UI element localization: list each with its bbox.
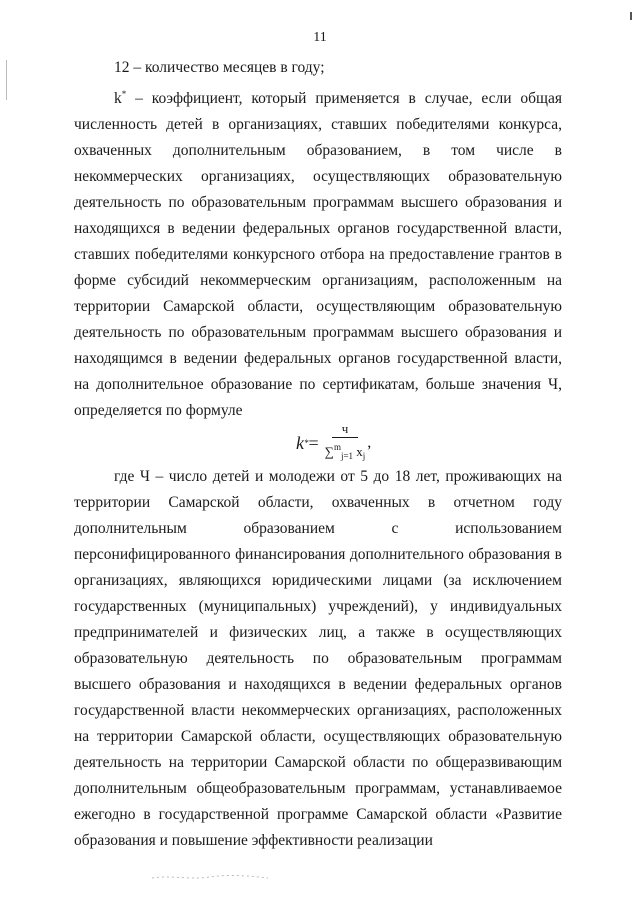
formula-sum-upper: m [333, 442, 341, 452]
paragraph-coefficient [74, 81, 562, 424]
formula-sum-lower: j=1 [340, 451, 354, 461]
formula-lhs: k [296, 432, 304, 453]
formula-fraction [325, 422, 366, 464]
formula-numerator: ч [332, 422, 359, 438]
coefficient-star: * [121, 89, 127, 99]
page-number: 11 [313, 30, 327, 45]
body-text-continued [74, 464, 562, 854]
coefficient-symbol: k [114, 90, 122, 107]
formula-sum-symbol: ∑ [324, 444, 334, 459]
formula-sum-term-sub: j [362, 451, 366, 461]
scan-artifact [150, 872, 270, 882]
formula-sum-term: x [356, 444, 363, 459]
scan-mark [630, 12, 632, 20]
scan-edge-mark [6, 60, 7, 100]
formula-denominator [325, 438, 366, 464]
formula-equals: = [308, 432, 319, 453]
formula [296, 422, 371, 464]
coefficient-description: – коэффициент, который применяется в случае, если общая численность детей в организациях, ставших победителями конкурса, охваченных дополнительным образованием, в том числе в некоммерческих организациях, осуществляющих образовательную деятельность по образовательным программам высшего образования и находящихся в ведении федеральных органов государственной власти, ставших победителями конкурсного отбора на предоставление грантов в форме субсидий некоммерческим организациям, расположенным на территории Самарской области, осуществляющим образовательную деятельность по образовательным программам высшего образования и находящимся в ведении федеральных органов государственной власти, на дополнительное образование по сертификатам, больше значения Ч, определяется по формуле [74, 90, 562, 419]
paragraph-definition: где Ч – число детей и молодежи от 5 до 18 лет, проживающих на территории Самарской области, охваченных в отчетном году дополнительным образованием с использованием персонифицированного финансирования дополнительного образования в организациях, являющихся юридическими лицами (за исключением государственных (муниципальных) учреждений), у индивидуальных предпринимателей и физических лиц, а также в осуществляющих образовательную деятельность по образовательным программам высшего образования и находящихся в ведении федеральных органов государственной власти некоммерческих организациях, расположенных на территории Самарской области, осуществляющих образовательную деятельность на территории Самарской области по общеразвивающим дополнительным общеобразовательным программам, устанавливаемое ежегодно в государственной программе Самарской области «Развитие образования и повышение эффективности реализации [74, 468, 562, 849]
paragraph-months: 12 – количество месяцев в году; [114, 59, 325, 76]
body-text [74, 55, 562, 424]
formula-comma: , [367, 434, 372, 451]
formula-lhs-star: * [304, 438, 309, 448]
